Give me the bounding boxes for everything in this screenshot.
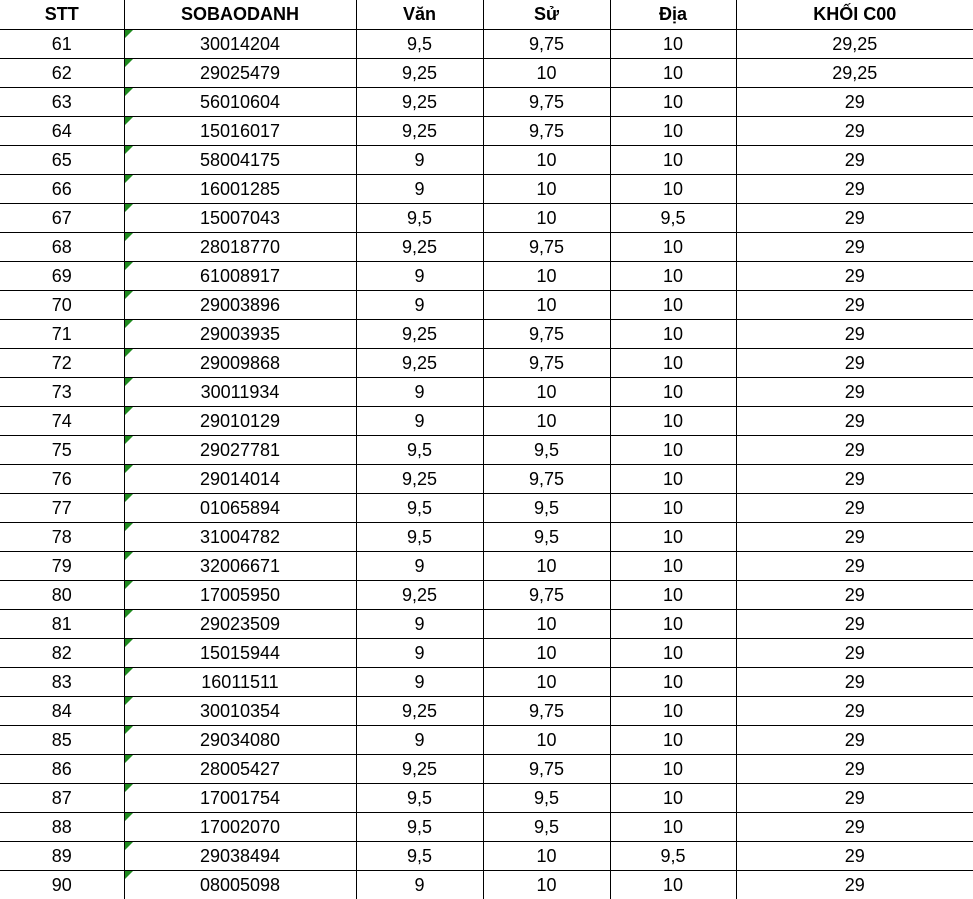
cell-stt[interactable]: 84 bbox=[0, 697, 124, 726]
cell-dia[interactable]: 10 bbox=[610, 175, 736, 204]
green-triangle-flag-icon bbox=[125, 30, 133, 38]
table-body bbox=[0, 30, 973, 899]
table-row bbox=[0, 726, 973, 755]
cell-sobaodanh[interactable] bbox=[124, 842, 356, 871]
cell-su[interactable]: 9,75 bbox=[483, 30, 610, 59]
cell-dia[interactable]: 10 bbox=[610, 349, 736, 378]
cell-text: 29010129 bbox=[199, 410, 281, 431]
cell-khoi-c00[interactable]: 29 bbox=[736, 349, 973, 378]
green-triangle-flag-icon bbox=[125, 407, 133, 415]
cell-dia[interactable]: 10 bbox=[610, 726, 736, 755]
cell-su[interactable]: 9,75 bbox=[483, 320, 610, 349]
cell-khoi-c00[interactable]: 29 bbox=[736, 610, 973, 639]
cell-dia[interactable]: 10 bbox=[610, 494, 736, 523]
cell-khoi-c00[interactable]: 29 bbox=[736, 378, 973, 407]
cell-text: 15007043 bbox=[199, 207, 281, 228]
cell-van[interactable]: 9,25 bbox=[356, 117, 483, 146]
green-triangle-flag-icon bbox=[125, 320, 133, 328]
cell-khoi-c00[interactable]: 29,25 bbox=[736, 59, 973, 88]
cell-su[interactable]: 9,75 bbox=[483, 349, 610, 378]
cell-sobaodanh[interactable] bbox=[124, 639, 356, 668]
cell-van[interactable]: 9,5 bbox=[356, 523, 483, 552]
header-cell-sobaodanh[interactable]: SOBAODANH bbox=[124, 0, 356, 30]
cell-stt[interactable]: 62 bbox=[0, 59, 124, 88]
cell-sobaodanh[interactable] bbox=[124, 552, 356, 581]
cell-dia[interactable]: 10 bbox=[610, 668, 736, 697]
cell-van[interactable]: 9,25 bbox=[356, 697, 483, 726]
green-triangle-flag-icon bbox=[125, 291, 133, 299]
cell-su[interactable]: 9,5 bbox=[483, 784, 610, 813]
cell-dia[interactable]: 10 bbox=[610, 581, 736, 610]
cell-text: 16001285 bbox=[199, 178, 281, 199]
cell-khoi-c00[interactable]: 29 bbox=[736, 842, 973, 871]
cell-sobaodanh[interactable] bbox=[124, 349, 356, 378]
cell-dia[interactable]: 10 bbox=[610, 262, 736, 291]
table-row bbox=[0, 755, 973, 784]
cell-text: 17005950 bbox=[199, 584, 281, 605]
cell-van[interactable]: 9,5 bbox=[356, 494, 483, 523]
table-row bbox=[0, 204, 973, 233]
cell-stt[interactable]: 89 bbox=[0, 842, 124, 871]
cell-sobaodanh[interactable] bbox=[124, 436, 356, 465]
cell-van[interactable]: 9 bbox=[356, 552, 483, 581]
cell-su[interactable]: 9,75 bbox=[483, 88, 610, 117]
table-row bbox=[0, 407, 973, 436]
header-cell-dia[interactable]: Địa bbox=[610, 0, 736, 30]
cell-dia[interactable]: 10 bbox=[610, 59, 736, 88]
cell-dia[interactable]: 9,5 bbox=[610, 842, 736, 871]
cell-dia[interactable]: 10 bbox=[610, 378, 736, 407]
green-triangle-flag-icon bbox=[125, 349, 133, 357]
green-triangle-flag-icon bbox=[125, 523, 133, 531]
cell-van[interactable]: 9,25 bbox=[356, 755, 483, 784]
cell-sobaodanh[interactable] bbox=[124, 233, 356, 262]
cell-sobaodanh[interactable] bbox=[124, 291, 356, 320]
cell-su[interactable]: 10 bbox=[483, 668, 610, 697]
cell-van[interactable]: 9,25 bbox=[356, 233, 483, 262]
cell-van[interactable]: 9 bbox=[356, 407, 483, 436]
cell-sobaodanh[interactable] bbox=[124, 465, 356, 494]
cell-text: 61008917 bbox=[199, 265, 281, 286]
cell-sobaodanh[interactable] bbox=[124, 784, 356, 813]
cell-su[interactable]: 10 bbox=[483, 291, 610, 320]
table-row bbox=[0, 175, 973, 204]
cell-su[interactable]: 9,75 bbox=[483, 233, 610, 262]
cell-van[interactable]: 9,5 bbox=[356, 813, 483, 842]
table-row bbox=[0, 349, 973, 378]
cell-sobaodanh[interactable] bbox=[124, 204, 356, 233]
table-row bbox=[0, 378, 973, 407]
cell-sobaodanh[interactable] bbox=[124, 407, 356, 436]
cell-su[interactable]: 10 bbox=[483, 378, 610, 407]
cell-van[interactable]: 9,25 bbox=[356, 349, 483, 378]
table-row bbox=[0, 697, 973, 726]
cell-khoi-c00[interactable]: 29 bbox=[736, 668, 973, 697]
cell-dia[interactable]: 10 bbox=[610, 117, 736, 146]
cell-dia[interactable]: 10 bbox=[610, 320, 736, 349]
cell-khoi-c00[interactable]: 29 bbox=[736, 291, 973, 320]
cell-text: 56010604 bbox=[199, 91, 281, 112]
cell-van[interactable]: 9 bbox=[356, 871, 483, 899]
table-row bbox=[0, 291, 973, 320]
cell-dia[interactable]: 10 bbox=[610, 407, 736, 436]
cell-sobaodanh[interactable] bbox=[124, 117, 356, 146]
table-row bbox=[0, 523, 973, 552]
cell-van[interactable]: 9 bbox=[356, 291, 483, 320]
cell-van[interactable]: 9 bbox=[356, 146, 483, 175]
cell-khoi-c00[interactable]: 29 bbox=[736, 726, 973, 755]
cell-khoi-c00[interactable]: 29 bbox=[736, 407, 973, 436]
cell-stt[interactable]: 77 bbox=[0, 494, 124, 523]
cell-dia[interactable]: 10 bbox=[610, 291, 736, 320]
cell-dia[interactable]: 10 bbox=[610, 436, 736, 465]
cell-van[interactable]: 9,5 bbox=[356, 842, 483, 871]
cell-stt[interactable]: 79 bbox=[0, 552, 124, 581]
cell-stt[interactable]: 90 bbox=[0, 871, 124, 899]
cell-sobaodanh[interactable] bbox=[124, 523, 356, 552]
cell-text: 28018770 bbox=[199, 236, 281, 257]
table-row bbox=[0, 30, 973, 59]
cell-sobaodanh[interactable] bbox=[124, 175, 356, 204]
table-row bbox=[0, 494, 973, 523]
cell-text: 29003935 bbox=[199, 323, 281, 344]
cell-stt[interactable]: 83 bbox=[0, 668, 124, 697]
table-row bbox=[0, 88, 973, 117]
cell-van[interactable]: 9 bbox=[356, 378, 483, 407]
cell-sobaodanh[interactable] bbox=[124, 320, 356, 349]
cell-dia[interactable]: 10 bbox=[610, 871, 736, 899]
cell-stt[interactable]: 72 bbox=[0, 349, 124, 378]
cell-khoi-c00[interactable]: 29 bbox=[736, 117, 973, 146]
cell-van[interactable]: 9 bbox=[356, 726, 483, 755]
cell-van[interactable]: 9 bbox=[356, 175, 483, 204]
cell-text: 29038494 bbox=[199, 845, 281, 866]
header-cell-stt[interactable]: STT bbox=[0, 0, 124, 30]
cell-text: 32006671 bbox=[199, 555, 281, 576]
table-row bbox=[0, 813, 973, 842]
table-row bbox=[0, 552, 973, 581]
table-row bbox=[0, 320, 973, 349]
table-row bbox=[0, 610, 973, 639]
cell-dia[interactable]: 10 bbox=[610, 610, 736, 639]
header-row bbox=[0, 0, 973, 30]
cell-sobaodanh[interactable] bbox=[124, 610, 356, 639]
cell-su[interactable]: 10 bbox=[483, 407, 610, 436]
cell-van[interactable]: 9,5 bbox=[356, 30, 483, 59]
cell-dia[interactable]: 10 bbox=[610, 233, 736, 262]
green-triangle-flag-icon bbox=[125, 697, 133, 705]
table-row bbox=[0, 842, 973, 871]
cell-dia[interactable]: 10 bbox=[610, 146, 736, 175]
cell-khoi-c00[interactable]: 29 bbox=[736, 494, 973, 523]
green-triangle-flag-icon bbox=[125, 175, 133, 183]
cell-stt[interactable]: 66 bbox=[0, 175, 124, 204]
cell-dia[interactable]: 9,5 bbox=[610, 204, 736, 233]
cell-khoi-c00[interactable]: 29 bbox=[736, 233, 973, 262]
cell-van[interactable]: 9,25 bbox=[356, 88, 483, 117]
cell-van[interactable]: 9,25 bbox=[356, 465, 483, 494]
cell-stt[interactable]: 63 bbox=[0, 88, 124, 117]
cell-van[interactable]: 9,5 bbox=[356, 204, 483, 233]
cell-stt[interactable]: 74 bbox=[0, 407, 124, 436]
cell-su[interactable]: 9,5 bbox=[483, 494, 610, 523]
cell-stt[interactable]: 80 bbox=[0, 581, 124, 610]
green-triangle-flag-icon bbox=[125, 378, 133, 386]
table-row bbox=[0, 871, 973, 899]
cell-stt[interactable]: 87 bbox=[0, 784, 124, 813]
cell-dia[interactable]: 10 bbox=[610, 784, 736, 813]
cell-su[interactable]: 9,75 bbox=[483, 465, 610, 494]
cell-van[interactable]: 9 bbox=[356, 668, 483, 697]
table-row bbox=[0, 436, 973, 465]
cell-text: 15015944 bbox=[199, 642, 281, 663]
cell-sobaodanh[interactable] bbox=[124, 88, 356, 117]
cell-khoi-c00[interactable]: 29 bbox=[736, 697, 973, 726]
cell-van[interactable]: 9,25 bbox=[356, 320, 483, 349]
cell-stt[interactable]: 81 bbox=[0, 610, 124, 639]
green-triangle-flag-icon bbox=[125, 262, 133, 270]
green-triangle-flag-icon bbox=[125, 668, 133, 676]
green-triangle-flag-icon bbox=[125, 784, 133, 792]
cell-sobaodanh[interactable] bbox=[124, 697, 356, 726]
cell-sobaodanh[interactable] bbox=[124, 30, 356, 59]
cell-stt[interactable]: 68 bbox=[0, 233, 124, 262]
cell-stt[interactable]: 88 bbox=[0, 813, 124, 842]
cell-khoi-c00[interactable]: 29 bbox=[736, 813, 973, 842]
table-row bbox=[0, 117, 973, 146]
table-row bbox=[0, 668, 973, 697]
cell-van[interactable]: 9,5 bbox=[356, 784, 483, 813]
cell-khoi-c00[interactable]: 29 bbox=[736, 262, 973, 291]
green-triangle-flag-icon bbox=[125, 581, 133, 589]
cell-text: 15016017 bbox=[199, 120, 281, 141]
cell-sobaodanh[interactable] bbox=[124, 146, 356, 175]
table-row bbox=[0, 639, 973, 668]
cell-su[interactable]: 10 bbox=[483, 842, 610, 871]
cell-van[interactable]: 9,5 bbox=[356, 436, 483, 465]
green-triangle-flag-icon bbox=[125, 436, 133, 444]
cell-text: 29025479 bbox=[199, 62, 281, 83]
cell-text: 28005427 bbox=[199, 758, 281, 779]
green-triangle-flag-icon bbox=[125, 494, 133, 502]
header-cell-su[interactable]: Sử bbox=[483, 0, 610, 30]
green-triangle-flag-icon bbox=[125, 204, 133, 212]
header-cell-khoi-c00[interactable]: KHỐI C00 bbox=[736, 0, 973, 30]
cell-sobaodanh[interactable] bbox=[124, 668, 356, 697]
cell-sobaodanh[interactable] bbox=[124, 378, 356, 407]
cell-khoi-c00[interactable]: 29 bbox=[736, 581, 973, 610]
cell-su[interactable]: 9,75 bbox=[483, 117, 610, 146]
cell-su[interactable]: 9,5 bbox=[483, 523, 610, 552]
cell-dia[interactable]: 10 bbox=[610, 813, 736, 842]
green-triangle-flag-icon bbox=[125, 755, 133, 763]
green-triangle-flag-icon bbox=[125, 233, 133, 241]
cell-su[interactable]: 10 bbox=[483, 146, 610, 175]
cell-su[interactable]: 9,75 bbox=[483, 697, 610, 726]
green-triangle-flag-icon bbox=[125, 59, 133, 67]
cell-dia[interactable]: 10 bbox=[610, 755, 736, 784]
cell-dia[interactable]: 10 bbox=[610, 30, 736, 59]
cell-stt[interactable]: 70 bbox=[0, 291, 124, 320]
cell-stt[interactable]: 82 bbox=[0, 639, 124, 668]
cell-text: 29027781 bbox=[199, 439, 281, 460]
cell-text: 30010354 bbox=[199, 700, 281, 721]
cell-dia[interactable]: 10 bbox=[610, 465, 736, 494]
cell-su[interactable]: 10 bbox=[483, 262, 610, 291]
cell-sobaodanh[interactable] bbox=[124, 59, 356, 88]
green-triangle-flag-icon bbox=[125, 813, 133, 821]
cell-khoi-c00[interactable]: 29 bbox=[736, 784, 973, 813]
cell-su[interactable]: 9,75 bbox=[483, 581, 610, 610]
green-triangle-flag-icon bbox=[125, 726, 133, 734]
cell-text: 29009868 bbox=[199, 352, 281, 373]
cell-su[interactable]: 10 bbox=[483, 639, 610, 668]
cell-khoi-c00[interactable]: 29 bbox=[736, 552, 973, 581]
cell-khoi-c00[interactable]: 29 bbox=[736, 175, 973, 204]
cell-sobaodanh[interactable] bbox=[124, 755, 356, 784]
green-triangle-flag-icon bbox=[125, 117, 133, 125]
cell-khoi-c00[interactable]: 29 bbox=[736, 436, 973, 465]
cell-stt[interactable]: 65 bbox=[0, 146, 124, 175]
cell-text: 29003896 bbox=[199, 294, 281, 315]
cell-text: 31004782 bbox=[199, 526, 281, 547]
cell-text: 58004175 bbox=[199, 149, 281, 170]
cell-text: 08005098 bbox=[199, 874, 281, 895]
cell-text: 17001754 bbox=[199, 787, 281, 808]
cell-van[interactable]: 9,25 bbox=[356, 581, 483, 610]
cell-van[interactable]: 9 bbox=[356, 262, 483, 291]
cell-su[interactable]: 10 bbox=[483, 59, 610, 88]
green-triangle-flag-icon bbox=[125, 146, 133, 154]
cell-text: 29023509 bbox=[199, 613, 281, 634]
cell-dia[interactable]: 10 bbox=[610, 552, 736, 581]
cell-stt[interactable]: 75 bbox=[0, 436, 124, 465]
green-triangle-flag-icon bbox=[125, 88, 133, 96]
table-row bbox=[0, 233, 973, 262]
cell-su[interactable]: 10 bbox=[483, 726, 610, 755]
cell-su[interactable]: 10 bbox=[483, 204, 610, 233]
green-triangle-flag-icon bbox=[125, 465, 133, 473]
cell-text: 29014014 bbox=[199, 468, 281, 489]
cell-sobaodanh[interactable] bbox=[124, 262, 356, 291]
cell-dia[interactable]: 10 bbox=[610, 639, 736, 668]
cell-su[interactable]: 9,5 bbox=[483, 813, 610, 842]
cell-su[interactable]: 10 bbox=[483, 175, 610, 204]
table-row bbox=[0, 581, 973, 610]
cell-su[interactable]: 9,75 bbox=[483, 755, 610, 784]
cell-sobaodanh[interactable] bbox=[124, 726, 356, 755]
cell-su[interactable]: 10 bbox=[483, 871, 610, 899]
cell-stt[interactable]: 73 bbox=[0, 378, 124, 407]
cell-su[interactable]: 9,5 bbox=[483, 436, 610, 465]
header-cell-van[interactable]: Văn bbox=[356, 0, 483, 30]
cell-text: 16011511 bbox=[201, 671, 279, 692]
green-triangle-flag-icon bbox=[125, 871, 133, 879]
cell-khoi-c00[interactable]: 29 bbox=[736, 755, 973, 784]
cell-sobaodanh[interactable] bbox=[124, 813, 356, 842]
green-triangle-flag-icon bbox=[125, 842, 133, 850]
cell-stt[interactable]: 67 bbox=[0, 204, 124, 233]
cell-text: 29034080 bbox=[199, 729, 281, 750]
cell-khoi-c00[interactable]: 29 bbox=[736, 320, 973, 349]
cell-stt[interactable]: 76 bbox=[0, 465, 124, 494]
cell-text: 01065894 bbox=[199, 497, 281, 518]
cell-stt[interactable]: 69 bbox=[0, 262, 124, 291]
table-row bbox=[0, 784, 973, 813]
cell-sobaodanh[interactable] bbox=[124, 494, 356, 523]
cell-khoi-c00[interactable]: 29 bbox=[736, 204, 973, 233]
cell-stt[interactable]: 86 bbox=[0, 755, 124, 784]
cell-dia[interactable]: 10 bbox=[610, 88, 736, 117]
cell-khoi-c00[interactable]: 29 bbox=[736, 871, 973, 899]
table-row bbox=[0, 262, 973, 291]
table-row bbox=[0, 146, 973, 175]
table-row bbox=[0, 59, 973, 88]
cell-khoi-c00[interactable]: 29,25 bbox=[736, 30, 973, 59]
cell-sobaodanh[interactable] bbox=[124, 871, 356, 899]
cell-su[interactable]: 10 bbox=[483, 552, 610, 581]
cell-stt[interactable]: 78 bbox=[0, 523, 124, 552]
cell-dia[interactable]: 10 bbox=[610, 523, 736, 552]
cell-su[interactable]: 10 bbox=[483, 610, 610, 639]
green-triangle-flag-icon bbox=[125, 610, 133, 618]
cell-stt[interactable]: 85 bbox=[0, 726, 124, 755]
cell-khoi-c00[interactable]: 29 bbox=[736, 465, 973, 494]
cell-text: 30011934 bbox=[200, 381, 280, 402]
cell-khoi-c00[interactable]: 29 bbox=[736, 523, 973, 552]
cell-khoi-c00[interactable]: 29 bbox=[736, 88, 973, 117]
cell-sobaodanh[interactable] bbox=[124, 581, 356, 610]
cell-van[interactable]: 9 bbox=[356, 610, 483, 639]
cell-text: 17002070 bbox=[199, 816, 281, 837]
cell-van[interactable]: 9,25 bbox=[356, 59, 483, 88]
cell-dia[interactable]: 10 bbox=[610, 697, 736, 726]
cell-stt[interactable]: 64 bbox=[0, 117, 124, 146]
green-triangle-flag-icon bbox=[125, 552, 133, 560]
cell-khoi-c00[interactable]: 29 bbox=[736, 146, 973, 175]
cell-khoi-c00[interactable]: 29 bbox=[736, 639, 973, 668]
green-triangle-flag-icon bbox=[125, 639, 133, 647]
cell-stt[interactable]: 71 bbox=[0, 320, 124, 349]
table-row bbox=[0, 465, 973, 494]
cell-text: 30014204 bbox=[199, 33, 281, 54]
cell-van[interactable]: 9 bbox=[356, 639, 483, 668]
cell-stt[interactable]: 61 bbox=[0, 30, 124, 59]
